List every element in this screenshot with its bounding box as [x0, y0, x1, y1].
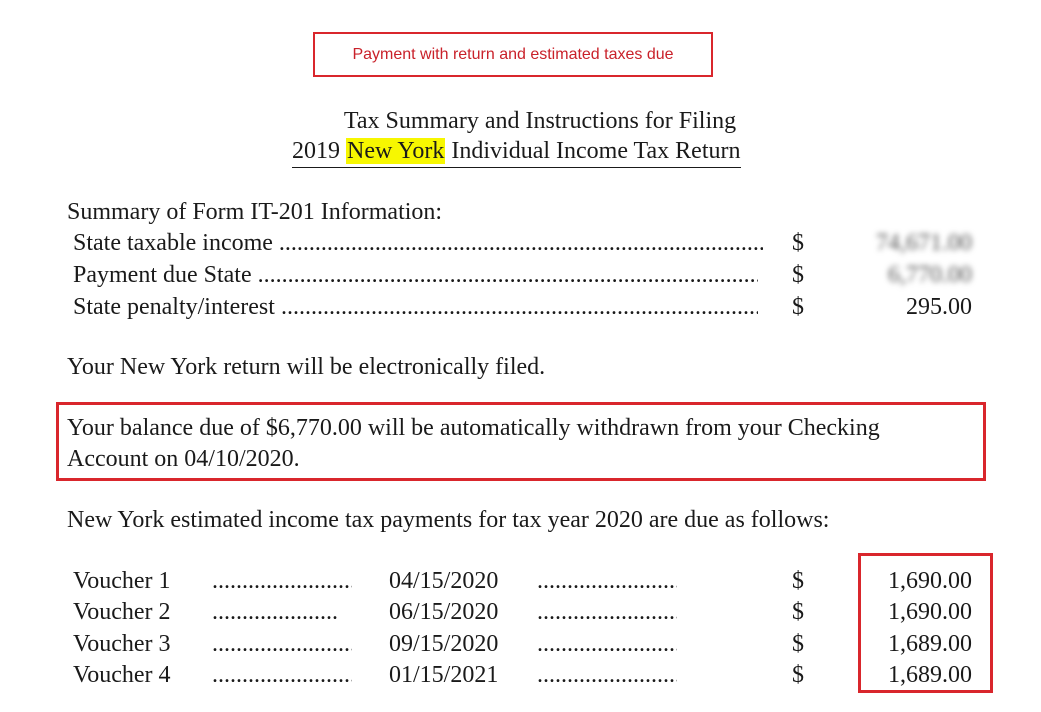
voucher-date: 01/15/2021: [389, 662, 499, 688]
voucher-amount: 1,690.00: [888, 568, 972, 594]
summary-label-taxable-income: State taxable income: [73, 230, 273, 256]
summary-currency: $: [792, 294, 804, 320]
summary-label-penalty: State penalty/interest: [73, 294, 275, 320]
voucher-leader: [212, 660, 352, 690]
voucher-amount: 1,689.00: [888, 631, 972, 657]
voucher-date: 06/15/2020: [389, 599, 499, 625]
efile-notice: Your New York return will be electronically filed.: [67, 354, 546, 380]
balance-line2: Account on 04/10/2020.: [67, 446, 300, 472]
voucher-leader: [212, 566, 352, 596]
summary-heading: Summary of Form IT-201 Information:: [67, 199, 443, 225]
voucher-date: 09/15/2020: [389, 631, 499, 657]
voucher-currency: $: [792, 568, 804, 594]
summary-amount-payment-due: 6,770.00: [888, 262, 972, 288]
voucher-amount: 1,690.00: [888, 599, 972, 625]
voucher-label: Voucher 3: [73, 631, 171, 657]
highlighted-state-name: New York: [347, 138, 445, 164]
annotation-note-box: Payment with return and estimated taxes due: [313, 32, 713, 77]
voucher-label: Voucher 2: [73, 599, 171, 625]
summary-row-label: [73, 228, 763, 258]
title-year: 2019: [292, 138, 340, 164]
page-title-line1: Tax Summary and Instructions for Filing: [343, 108, 737, 134]
voucher-currency: $: [792, 599, 804, 625]
voucher-date: 04/15/2020: [389, 568, 499, 594]
summary-currency: $: [792, 230, 804, 256]
summary-currency: $: [792, 262, 804, 288]
summary-label-payment-due: Payment due State: [73, 262, 252, 288]
page-title-line2: [292, 136, 741, 168]
estimated-heading: New York estimated income tax payments for tax year 2020 are due as follows:: [67, 507, 830, 533]
summary-row-label: [73, 260, 758, 290]
summary-amount-penalty: 295.00: [906, 294, 972, 320]
voucher-leader: [537, 566, 677, 596]
voucher-leader: [212, 629, 352, 659]
voucher-label: Voucher 4: [73, 662, 171, 688]
summary-row-label: [73, 292, 758, 322]
balance-line1: Your balance due of $6,770.00 will be automatically withdrawn from your Checking: [67, 415, 880, 441]
voucher-amounts-annotation-box: [858, 553, 993, 693]
voucher-leader: [537, 629, 677, 659]
voucher-leader: [537, 660, 677, 690]
voucher-currency: $: [792, 662, 804, 688]
voucher-currency: $: [792, 631, 804, 657]
summary-amount-taxable-income: 74,671.00: [876, 230, 972, 256]
voucher-leader: [537, 597, 677, 627]
voucher-label: Voucher 1: [73, 568, 171, 594]
title-form-name: Individual Income Tax Return: [451, 138, 741, 164]
voucher-amount: 1,689.00: [888, 662, 972, 688]
voucher-leader: [212, 597, 337, 627]
